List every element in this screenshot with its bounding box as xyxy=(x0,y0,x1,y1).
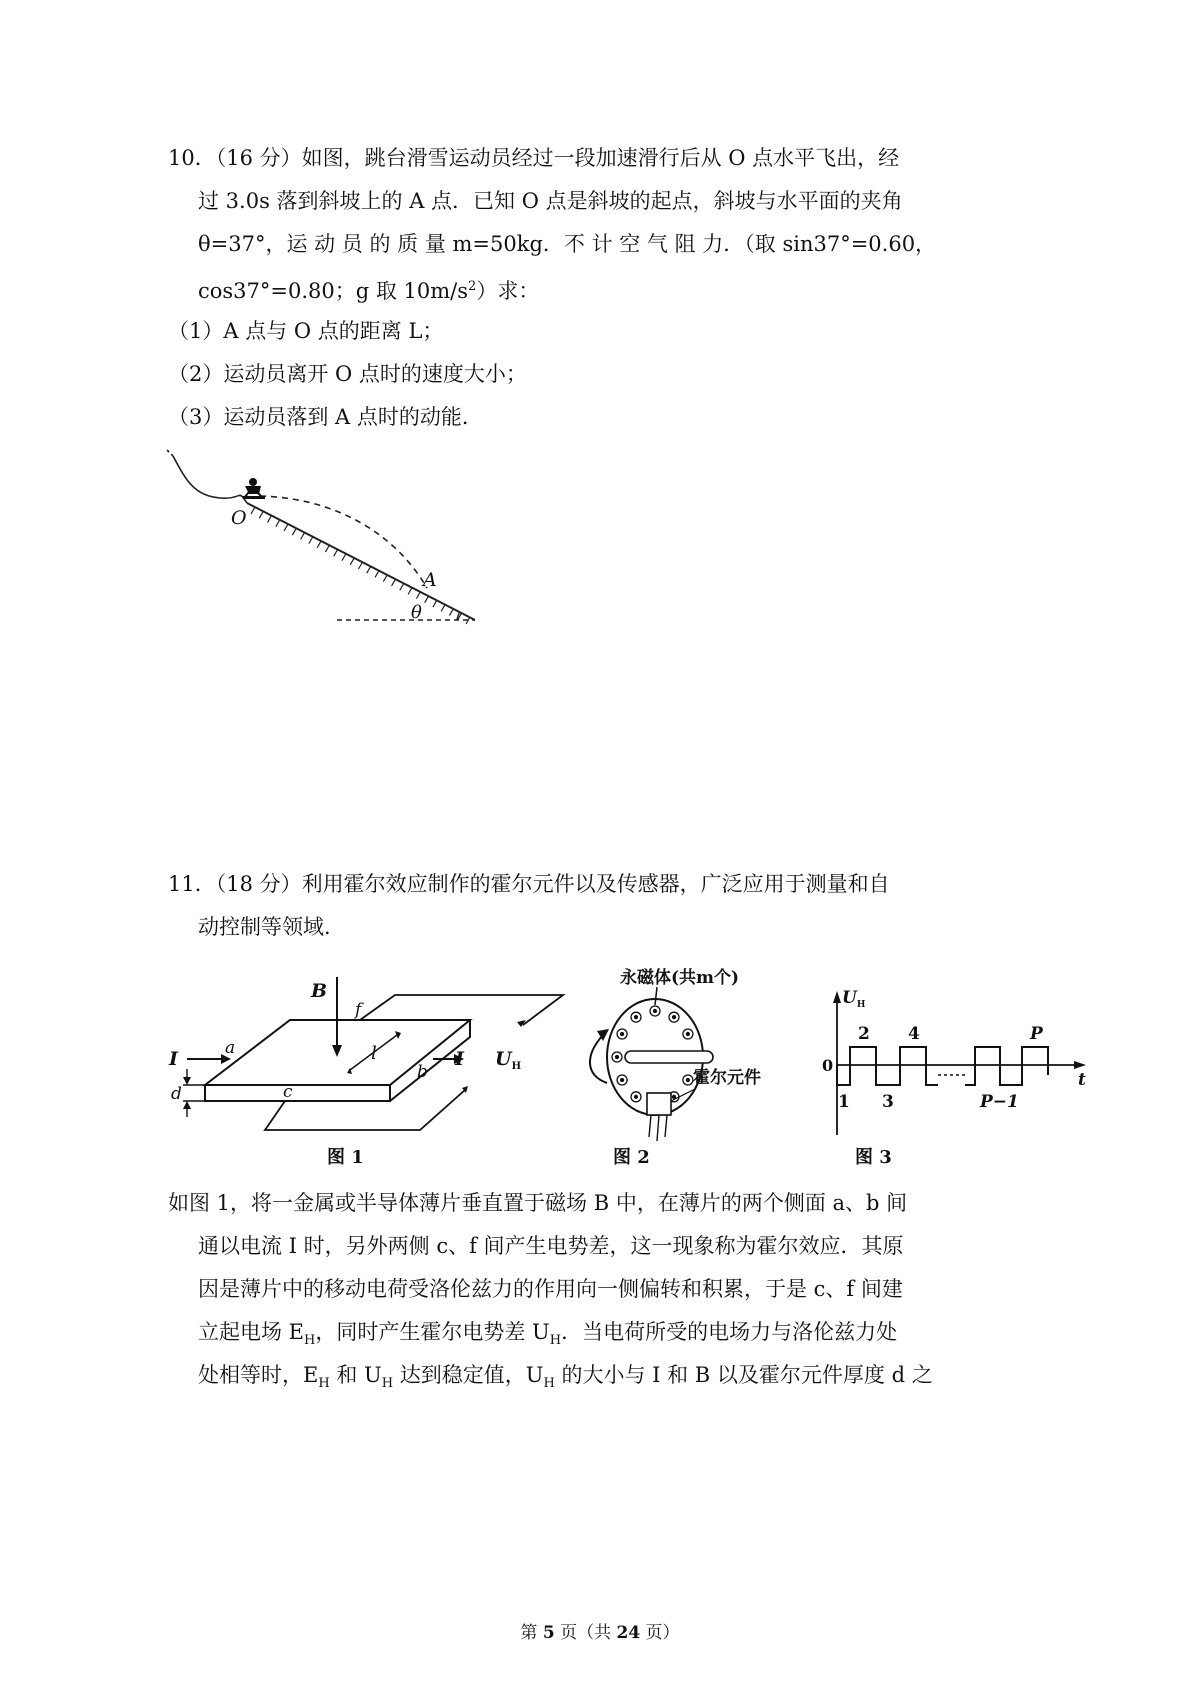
text-run: ，同时产生霍尔电势差 U xyxy=(315,1320,550,1344)
q10-sub-1: （1）A 点与 O 点的距离 L； xyxy=(168,319,444,343)
top-label-2: 2 xyxy=(858,1024,870,1044)
label-theta: θ xyxy=(411,602,422,623)
q10-line-4-sup: 2 xyxy=(468,279,477,294)
text-run: 处相等时，E xyxy=(198,1363,319,1387)
bottom-label-P-1: P−1 xyxy=(980,1092,1019,1112)
q11-para-line-5 xyxy=(198,1360,933,1399)
approach-ramp-dash xyxy=(167,450,173,456)
label-U: $U_H$ xyxy=(495,1048,522,1072)
q10-line-4 xyxy=(198,272,539,306)
q10-line-4-pre: cos37°=0.80；g 取 10m/s xyxy=(198,279,469,303)
footer-suffix: 页） xyxy=(640,1623,680,1643)
approach-ramp xyxy=(173,456,247,503)
rotation-arrow xyxy=(590,1035,607,1083)
label-I-left: I xyxy=(169,1048,178,1070)
top-label-4: 4 xyxy=(908,1024,920,1044)
page-footer xyxy=(0,1618,1200,1643)
q11-para-line-2: 通以电流 I 时，另外两侧 c、f 间产生电势差，这一现象称为霍尔效应．其原 xyxy=(198,1234,904,1258)
hall-plate-figure xyxy=(165,965,605,1175)
magnet-label: 永磁体(共m个) xyxy=(620,968,740,988)
subscript: H xyxy=(304,1333,316,1349)
wave-part-2 xyxy=(965,1047,1048,1085)
subscript: H xyxy=(381,1376,394,1392)
label-b: b xyxy=(417,1062,428,1082)
text-run: 达到稳定值，U xyxy=(393,1363,544,1387)
footer-prefix: 第 xyxy=(520,1623,543,1643)
axle xyxy=(625,1051,713,1063)
subscript: H xyxy=(549,1333,562,1349)
q11-para-line-4 xyxy=(198,1317,897,1356)
page-number: 5 xyxy=(542,1623,555,1643)
q11-line-1: 11．（18 分）利用霍尔效应制作的霍尔元件以及传感器，广泛应用于测量和自 xyxy=(168,872,890,896)
subscript: H xyxy=(543,1376,555,1392)
top-label-P: P xyxy=(1030,1024,1043,1044)
q10-line-1: 10．（16 分）如图，跳台滑雪运动员经过一段加速滑行后从 O 点水平飞出，经 xyxy=(168,146,900,170)
text-run: 和 U xyxy=(329,1363,382,1387)
q11-line-2: 动控制等领域． xyxy=(198,915,345,939)
plate-front xyxy=(205,1085,390,1101)
magnet-wheel-figure xyxy=(585,965,800,1175)
footer-middle: 页（共 xyxy=(554,1623,617,1643)
axis-label-0: 0 xyxy=(822,1056,834,1075)
label-c: c xyxy=(283,1082,293,1102)
square-wave-figure xyxy=(820,965,1090,1175)
hall-element xyxy=(647,1093,671,1115)
q10-sub-2: （2）运动员离开 O 点时的速度大小； xyxy=(168,362,527,386)
trajectory xyxy=(260,496,427,588)
bottom-label-3: 3 xyxy=(882,1092,894,1112)
page-total: 24 xyxy=(616,1623,641,1643)
label-a: a xyxy=(225,1038,236,1058)
subscript: H xyxy=(318,1376,330,1392)
fig2-caption: 图 2 xyxy=(613,1147,650,1168)
ski-jump-figure xyxy=(165,448,495,638)
wire-bottom xyxy=(265,1090,465,1130)
q10-sub-3: （3）运动员落到 A 点时的动能． xyxy=(168,405,483,429)
label-l: l xyxy=(371,1043,377,1064)
text-run: ．当电荷所受的电场力与洛伦兹力处 xyxy=(561,1320,898,1344)
label-A: A xyxy=(423,569,437,591)
axis-label-t: t xyxy=(1078,1070,1086,1090)
slope-hatching xyxy=(251,507,470,624)
label-O: O xyxy=(231,507,247,529)
q10-line-4-post: ）求： xyxy=(476,279,540,303)
wave-part-1 xyxy=(837,1047,938,1085)
q11-para-line-1: 如图 1，将一金属或半导体薄片垂直置于磁场 B 中，在薄片的两个侧面 a、b 间 xyxy=(168,1191,908,1215)
fig1-caption: 图 1 xyxy=(327,1147,364,1168)
axis-label-U: $U_H$ xyxy=(842,988,866,1010)
fig3-caption: 图 3 xyxy=(855,1147,892,1168)
text-run: 的大小与 I 和 B 以及霍尔元件厚度 d 之 xyxy=(554,1363,933,1387)
label-d: d xyxy=(171,1084,182,1104)
label-I-right: I xyxy=(455,1048,464,1070)
label-B: B xyxy=(311,980,328,1002)
text-run: 立起电场 E xyxy=(198,1320,305,1344)
hall-element-label: 霍尔元件 xyxy=(693,1068,761,1088)
q10-line-3: θ=37°，运 动 员 的 质 量 m=50kg．不 计 空 气 阻 力．（取 sin37°=0.60， xyxy=(198,232,937,256)
slope-line xyxy=(247,503,475,620)
label-f: f xyxy=(355,1000,362,1020)
q11-para-line-3: 因是薄片中的移动电荷受洛伦兹力的作用向一侧偏转和积累，于是 c、f 间建 xyxy=(198,1277,903,1301)
bottom-label-1: 1 xyxy=(838,1092,850,1112)
skier-icon xyxy=(243,478,265,499)
q10-line-2: 过 3.0s 落到斜坡上的 A 点．已知 O 点是斜坡的起点，斜坡与水平面的夹角 xyxy=(198,189,903,213)
